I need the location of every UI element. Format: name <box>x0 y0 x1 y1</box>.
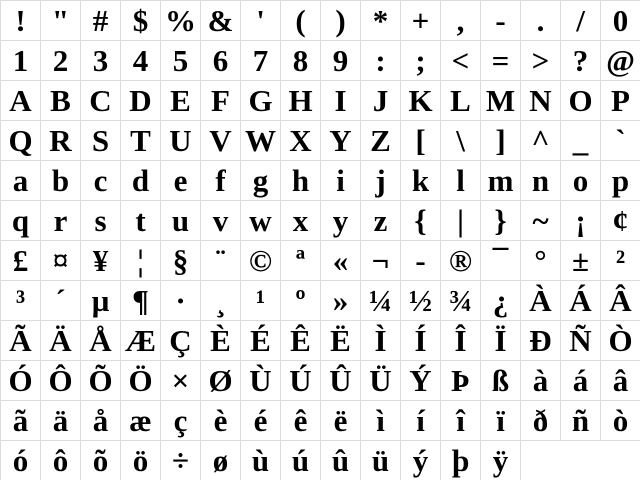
empty-cell <box>520 440 560 480</box>
glyph-cell[interactable]: É <box>240 320 280 360</box>
glyph-cell[interactable]: f <box>200 160 240 200</box>
glyph-cell[interactable]: * <box>360 0 400 40</box>
glyph-cell[interactable]: R <box>40 120 80 160</box>
glyph-cell[interactable]: Ê <box>280 320 320 360</box>
glyph-cell[interactable]: « <box>320 240 360 280</box>
glyph-cell[interactable]: n <box>520 160 560 200</box>
glyph-cell[interactable]: h <box>280 160 320 200</box>
glyph-cell[interactable]: ì <box>360 400 400 440</box>
glyph-cell[interactable]: O <box>560 80 600 120</box>
glyph-cell[interactable]: e <box>160 160 200 200</box>
glyph-cell[interactable]: ] <box>480 120 520 160</box>
glyph-cell[interactable]: ` <box>600 120 640 160</box>
glyph-cell[interactable]: é <box>240 400 280 440</box>
glyph-cell[interactable]: Ó <box>0 360 40 400</box>
glyph-cell[interactable]: ¤ <box>40 240 80 280</box>
glyph-cell[interactable]: b <box>40 160 80 200</box>
glyph-cell[interactable]: i <box>320 160 360 200</box>
glyph-cell[interactable]: Q <box>0 120 40 160</box>
glyph-cell[interactable]: À <box>520 280 560 320</box>
glyph-cell[interactable]: ' <box>240 0 280 40</box>
glyph-cell[interactable]: @ <box>600 40 640 80</box>
glyph-cell[interactable]: ¢ <box>600 200 640 240</box>
glyph-cell[interactable]: ? <box>560 40 600 80</box>
glyph-cell[interactable]: 9 <box>320 40 360 80</box>
glyph-cell[interactable]: r <box>40 200 80 240</box>
glyph-cell[interactable]: S <box>80 120 120 160</box>
glyph-cell[interactable]: < <box>440 40 480 80</box>
glyph-cell[interactable]: Å <box>80 320 120 360</box>
glyph-cell[interactable]: È <box>200 320 240 360</box>
glyph-cell[interactable]: è <box>200 400 240 440</box>
glyph-cell[interactable]: æ <box>120 400 160 440</box>
glyph-cell[interactable]: û <box>320 440 360 480</box>
glyph-cell[interactable]: à <box>520 360 560 400</box>
glyph-cell[interactable]: D <box>120 80 160 120</box>
glyph-cell[interactable]: z <box>360 200 400 240</box>
glyph-cell[interactable]: / <box>560 0 600 40</box>
glyph-cell[interactable]: ^ <box>520 120 560 160</box>
glyph-cell[interactable]: 3 <box>80 40 120 80</box>
glyph-cell[interactable]: > <box>520 40 560 80</box>
glyph-cell[interactable]: » <box>320 280 360 320</box>
glyph-cell[interactable]: Þ <box>440 360 480 400</box>
glyph-cell[interactable]: N <box>520 80 560 120</box>
glyph-cell[interactable]: ö <box>120 440 160 480</box>
glyph-cell[interactable]: X <box>280 120 320 160</box>
glyph-cell[interactable]: Í <box>400 320 440 360</box>
glyph-cell[interactable]: § <box>160 240 200 280</box>
glyph-cell[interactable]: Õ <box>80 360 120 400</box>
glyph-cell[interactable]: ð <box>520 400 560 440</box>
glyph-cell[interactable]: ² <box>600 240 640 280</box>
glyph-cell[interactable]: c <box>80 160 120 200</box>
glyph-cell[interactable]: ý <box>400 440 440 480</box>
glyph-cell[interactable]: þ <box>440 440 480 480</box>
glyph-cell[interactable]: x <box>280 200 320 240</box>
glyph-cell[interactable]: Y <box>320 120 360 160</box>
glyph-cell[interactable]: ½ <box>400 280 440 320</box>
glyph-cell[interactable]: 2 <box>40 40 80 80</box>
glyph-cell[interactable]: å <box>80 400 120 440</box>
glyph-cell[interactable]: ; <box>400 40 440 80</box>
glyph-cell[interactable]: V <box>200 120 240 160</box>
glyph-cell[interactable]: £ <box>0 240 40 280</box>
glyph-cell[interactable]: ¸ <box>200 280 240 320</box>
glyph-cell[interactable]: ä <box>40 400 80 440</box>
glyph-cell[interactable]: ° <box>520 240 560 280</box>
empty-cell <box>560 440 600 480</box>
glyph-cell[interactable]: y <box>320 200 360 240</box>
glyph-cell[interactable]: µ <box>80 280 120 320</box>
glyph-cell[interactable]: \ <box>440 120 480 160</box>
glyph-cell[interactable]: % <box>160 0 200 40</box>
glyph-cell[interactable]: ¹ <box>240 280 280 320</box>
glyph-cell[interactable]: [ <box>400 120 440 160</box>
glyph-cell[interactable]: m <box>480 160 520 200</box>
glyph-cell[interactable]: U <box>160 120 200 160</box>
glyph-cell[interactable]: 1 <box>0 40 40 80</box>
glyph-cell[interactable]: ± <box>560 240 600 280</box>
glyph-cell[interactable]: ¨ <box>200 240 240 280</box>
glyph-cell[interactable]: Ï <box>480 320 520 360</box>
glyph-cell[interactable]: p <box>600 160 640 200</box>
glyph-cell[interactable]: + <box>400 0 440 40</box>
glyph-cell[interactable]: ³ <box>0 280 40 320</box>
glyph-cell[interactable]: ÷ <box>160 440 200 480</box>
glyph-cell[interactable]: Æ <box>120 320 160 360</box>
glyph-cell[interactable]: t <box>120 200 160 240</box>
glyph-cell[interactable]: C <box>80 80 120 120</box>
glyph-cell[interactable]: ~ <box>520 200 560 240</box>
glyph-cell[interactable]: | <box>440 200 480 240</box>
glyph-cell[interactable]: P <box>600 80 640 120</box>
glyph-cell[interactable]: ø <box>200 440 240 480</box>
glyph-cell[interactable]: · <box>160 280 200 320</box>
glyph-cell[interactable]: ñ <box>560 400 600 440</box>
glyph-cell[interactable]: ( <box>280 0 320 40</box>
glyph-cell[interactable]: ! <box>0 0 40 40</box>
glyph-cell[interactable]: Z <box>360 120 400 160</box>
glyph-cell[interactable]: Û <box>320 360 360 400</box>
glyph-cell[interactable]: î <box>440 400 480 440</box>
glyph-cell[interactable]: - <box>480 0 520 40</box>
glyph-cell[interactable]: Ü <box>360 360 400 400</box>
glyph-cell[interactable]: E <box>160 80 200 120</box>
glyph-cell[interactable]: } <box>480 200 520 240</box>
glyph-cell[interactable]: ç <box>160 400 200 440</box>
glyph-cell[interactable]: L <box>440 80 480 120</box>
glyph-cell[interactable]: o <box>560 160 600 200</box>
glyph-cell[interactable]: u <box>160 200 200 240</box>
glyph-cell[interactable]: õ <box>80 440 120 480</box>
glyph-cell[interactable]: ¯ <box>480 240 520 280</box>
glyph-cell[interactable]: ô <box>40 440 80 480</box>
glyph-cell[interactable]: Ò <box>600 320 640 360</box>
glyph-cell[interactable]: â <box>600 360 640 400</box>
glyph-cell[interactable]: Ë <box>320 320 360 360</box>
glyph-cell[interactable]: ¬ <box>360 240 400 280</box>
glyph-cell[interactable]: ¼ <box>360 280 400 320</box>
glyph-cell[interactable]: W <box>240 120 280 160</box>
glyph-cell[interactable]: × <box>160 360 200 400</box>
glyph-cell[interactable]: ¦ <box>120 240 160 280</box>
glyph-cell[interactable]: Ù <box>240 360 280 400</box>
glyph-cell[interactable]: Ì <box>360 320 400 360</box>
glyph-cell[interactable]: Ã <box>0 320 40 360</box>
glyph-cell[interactable]: { <box>400 200 440 240</box>
glyph-cell[interactable]: ¾ <box>440 280 480 320</box>
glyph-cell[interactable]: Î <box>440 320 480 360</box>
glyph-cell[interactable]: v <box>200 200 240 240</box>
glyph-cell[interactable]: s <box>80 200 120 240</box>
glyph-cell[interactable]: - <box>400 240 440 280</box>
glyph-cell[interactable]: ë <box>320 400 360 440</box>
glyph-cell[interactable]: ê <box>280 400 320 440</box>
glyph-cell[interactable]: d <box>120 160 160 200</box>
glyph-cell[interactable]: ù <box>240 440 280 480</box>
glyph-cell[interactable]: ® <box>440 240 480 280</box>
glyph-cell[interactable]: ã <box>0 400 40 440</box>
glyph-cell[interactable]: Ô <box>40 360 80 400</box>
glyph-cell[interactable]: Ð <box>520 320 560 360</box>
glyph-cell[interactable]: , <box>440 0 480 40</box>
glyph-cell[interactable]: Ä <box>40 320 80 360</box>
glyph-cell[interactable]: º <box>280 280 320 320</box>
glyph-cell[interactable]: ó <box>0 440 40 480</box>
glyph-cell[interactable]: 6 <box>200 40 240 80</box>
glyph-cell[interactable]: ) <box>320 0 360 40</box>
glyph-cell[interactable]: 0 <box>600 0 640 40</box>
glyph-cell[interactable]: & <box>200 0 240 40</box>
glyph-cell[interactable]: í <box>400 400 440 440</box>
glyph-cell[interactable]: ´ <box>40 280 80 320</box>
glyph-cell[interactable]: M <box>480 80 520 120</box>
glyph-cell[interactable]: _ <box>560 120 600 160</box>
glyph-cell[interactable]: Â <box>600 280 640 320</box>
glyph-cell[interactable]: K <box>400 80 440 120</box>
glyph-cell[interactable]: q <box>0 200 40 240</box>
glyph-cell[interactable]: # <box>80 0 120 40</box>
glyph-cell[interactable]: Ø <box>200 360 240 400</box>
glyph-cell[interactable]: I <box>320 80 360 120</box>
glyph-cell[interactable]: ï <box>480 400 520 440</box>
glyph-cell[interactable]: F <box>200 80 240 120</box>
glyph-cell[interactable]: ò <box>600 400 640 440</box>
glyph-cell[interactable]: . <box>520 0 560 40</box>
glyph-cell[interactable]: Ç <box>160 320 200 360</box>
glyph-cell[interactable]: j <box>360 160 400 200</box>
glyph-cell[interactable]: 7 <box>240 40 280 80</box>
glyph-cell[interactable]: ß <box>480 360 520 400</box>
glyph-cell[interactable]: w <box>240 200 280 240</box>
glyph-cell[interactable]: 4 <box>120 40 160 80</box>
glyph-cell[interactable]: ü <box>360 440 400 480</box>
glyph-cell[interactable]: B <box>40 80 80 120</box>
glyph-cell[interactable]: 5 <box>160 40 200 80</box>
empty-cell <box>600 440 640 480</box>
glyph-cell[interactable]: Ñ <box>560 320 600 360</box>
glyph-cell[interactable]: á <box>560 360 600 400</box>
glyph-cell[interactable]: $ <box>120 0 160 40</box>
glyph-cell[interactable]: ¶ <box>120 280 160 320</box>
glyph-cell[interactable]: J <box>360 80 400 120</box>
glyph-cell[interactable]: Á <box>560 280 600 320</box>
glyph-cell[interactable]: G <box>240 80 280 120</box>
glyph-cell[interactable]: ¥ <box>80 240 120 280</box>
glyph-cell[interactable]: Ú <box>280 360 320 400</box>
glyph-cell[interactable]: g <box>240 160 280 200</box>
glyph-cell[interactable]: ¡ <box>560 200 600 240</box>
glyph-cell[interactable]: © <box>240 240 280 280</box>
glyph-cell[interactable]: = <box>480 40 520 80</box>
glyph-cell[interactable]: 8 <box>280 40 320 80</box>
glyph-cell[interactable]: k <box>400 160 440 200</box>
glyph-cell[interactable]: ª <box>280 240 320 280</box>
glyph-cell[interactable]: " <box>40 0 80 40</box>
glyph-cell[interactable]: A <box>0 80 40 120</box>
glyph-cell[interactable]: Ý <box>400 360 440 400</box>
glyph-cell[interactable]: l <box>440 160 480 200</box>
glyph-cell[interactable]: T <box>120 120 160 160</box>
glyph-cell[interactable]: H <box>280 80 320 120</box>
glyph-cell[interactable]: ú <box>280 440 320 480</box>
glyph-cell[interactable]: ÿ <box>480 440 520 480</box>
glyph-cell[interactable]: : <box>360 40 400 80</box>
glyph-cell[interactable]: Ö <box>120 360 160 400</box>
glyph-cell[interactable]: ¿ <box>480 280 520 320</box>
glyph-cell[interactable]: a <box>0 160 40 200</box>
